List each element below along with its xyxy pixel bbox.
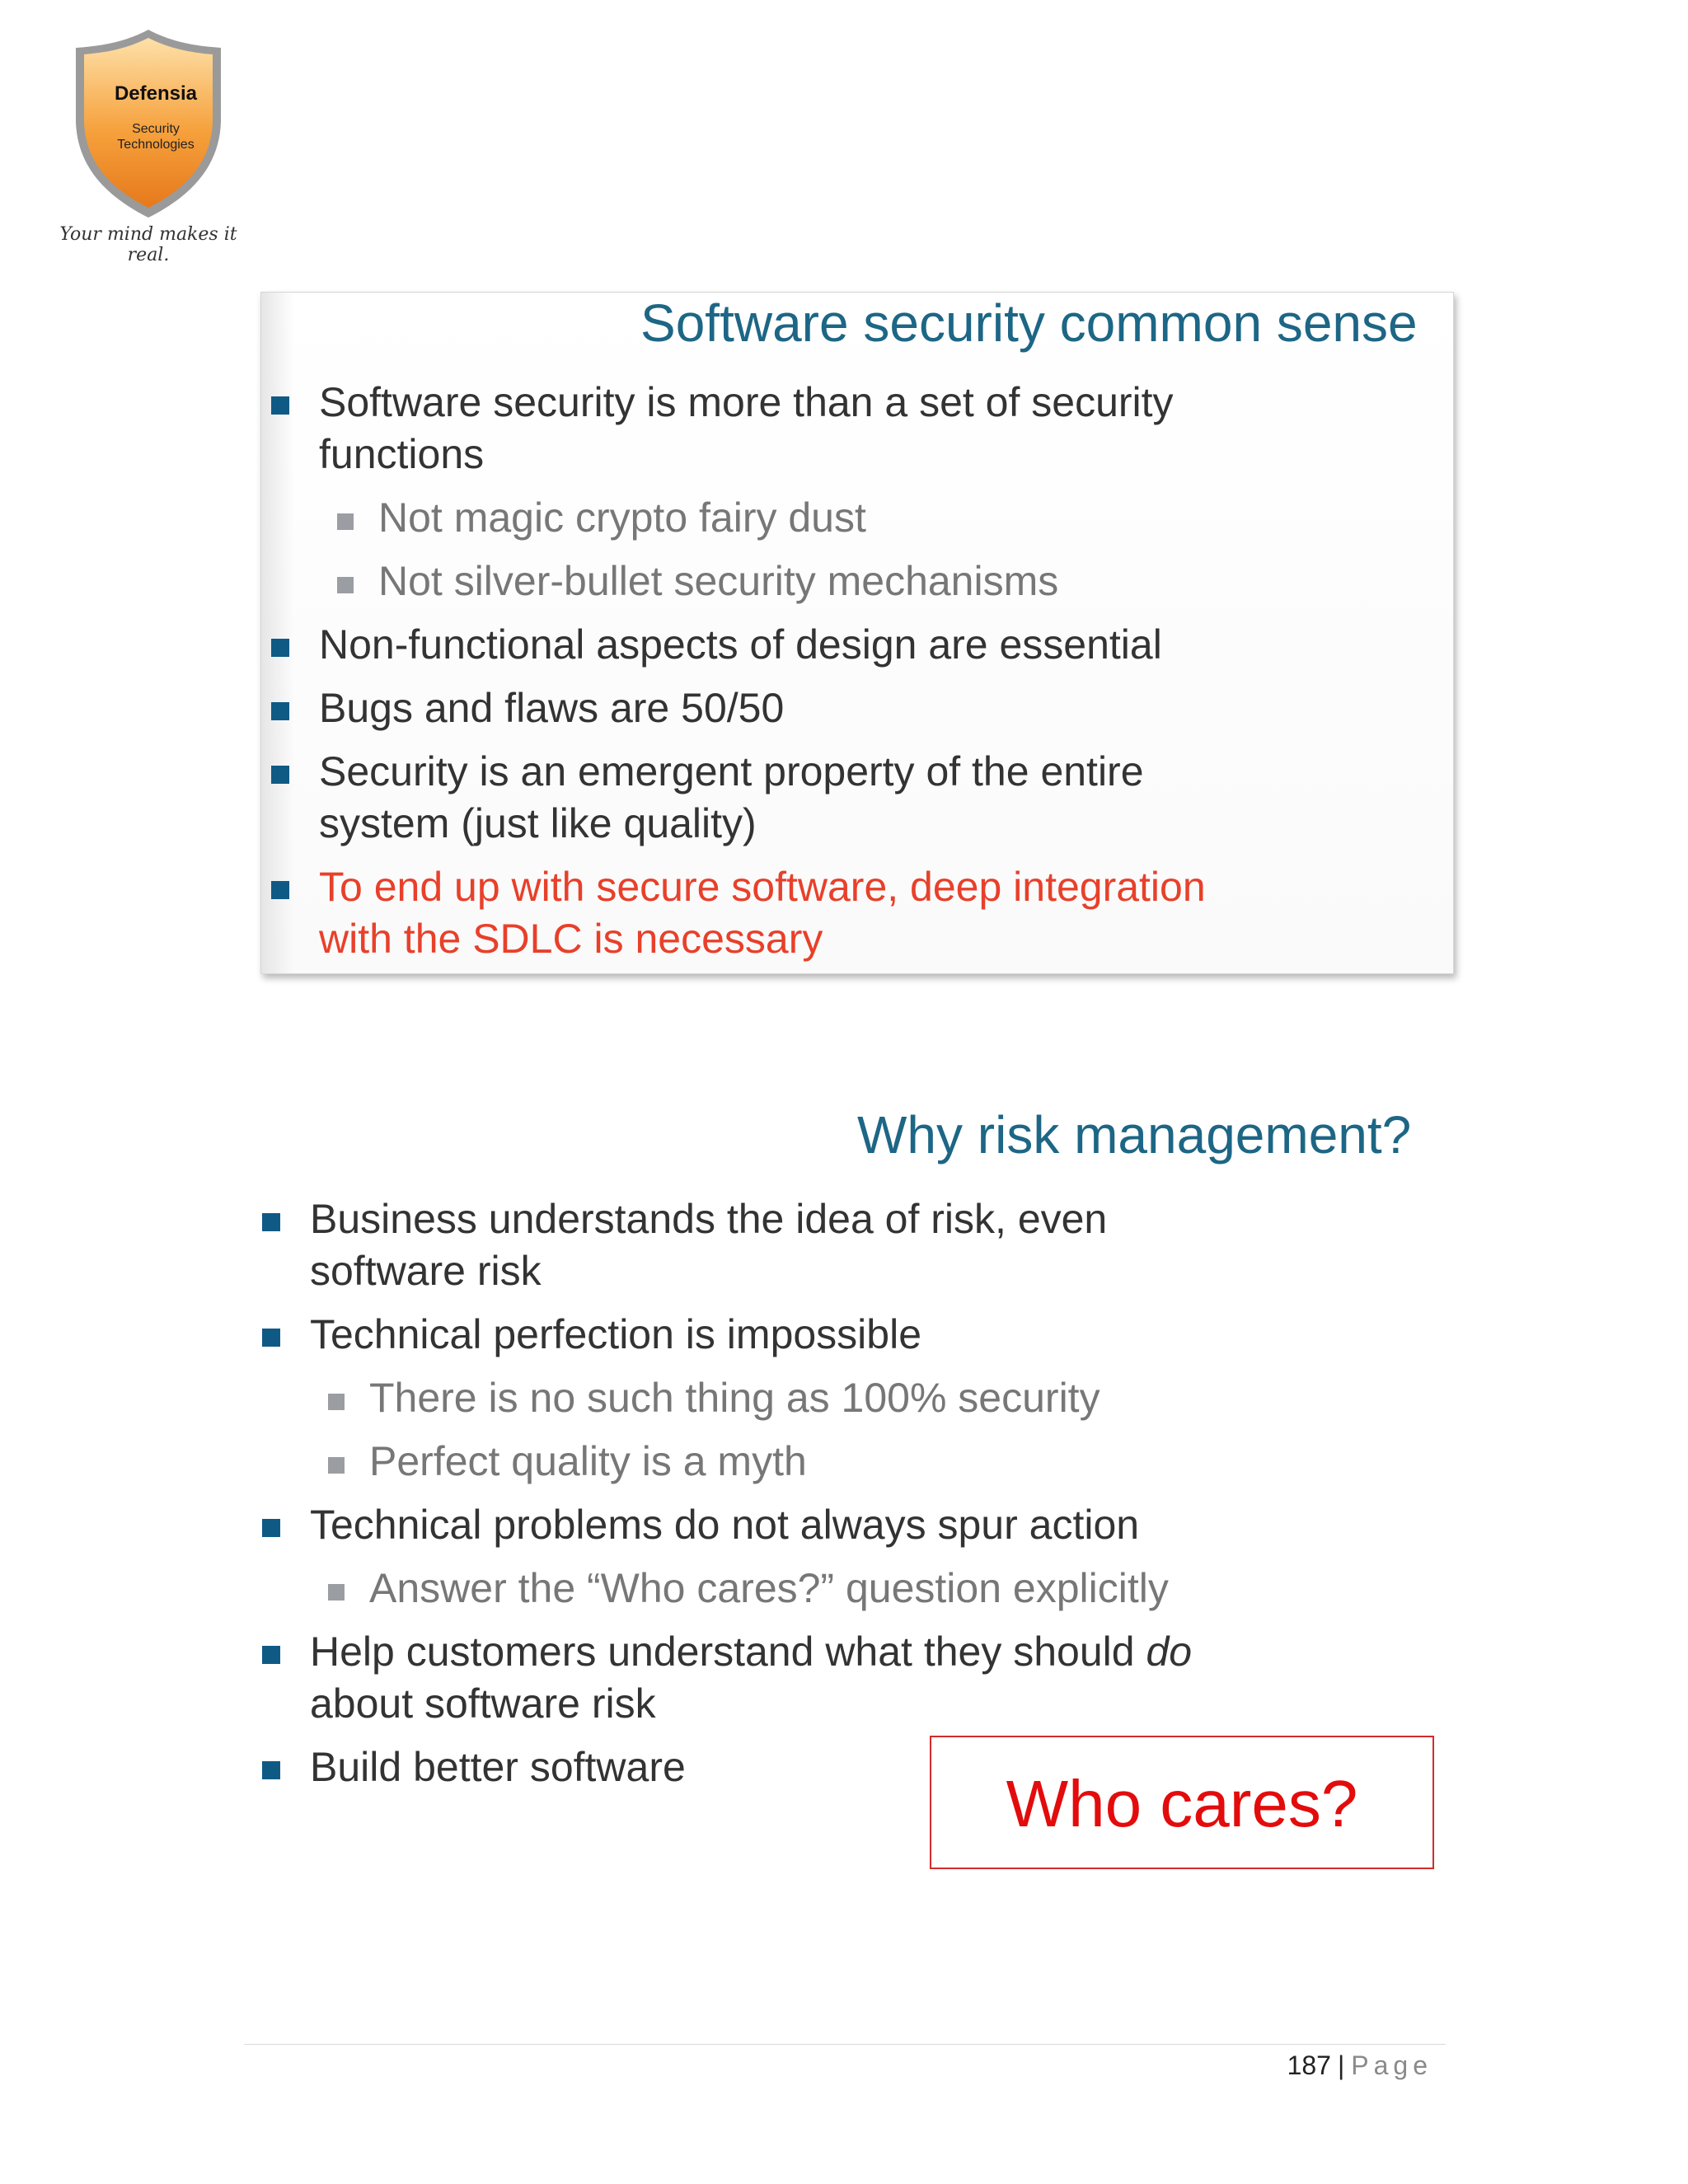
logo-tagline: Your mind makes it real.	[59, 224, 237, 265]
bullet-emphasis: do	[1146, 1629, 1193, 1675]
bullet-item: Bugs and flaws are 50/50	[270, 682, 1242, 734]
slide-software-security	[260, 292, 1454, 974]
bullet-item: Software security is more than a set of security functions	[270, 377, 1242, 480]
bullet-item: Technical perfection is impossible	[260, 1309, 1225, 1361]
page-footer	[1287, 2050, 1432, 2081]
logo-subtitle	[58, 121, 254, 152]
bullet-item: Security is an emergent property of the entire system (just like quality)	[270, 746, 1242, 850]
logo-subtitle-line1: Security	[132, 122, 180, 136]
who-cares-callout	[930, 1736, 1434, 1869]
callout-text: Who cares?	[1006, 1767, 1358, 1840]
footer-divider	[244, 2044, 1446, 2045]
bullet-text: Help customers understand what they should	[310, 1629, 1146, 1675]
bullet-item: Technical problems do not always spur action	[260, 1499, 1225, 1551]
bullet-list	[270, 377, 1242, 977]
slide-title: Software security common sense	[640, 293, 1418, 353]
sub-bullet-item: Perfect quality is a myth	[260, 1436, 1225, 1488]
sub-bullet-item: Answer the “Who cares?” question explicitly	[260, 1563, 1225, 1615]
page-label: Page	[1351, 2050, 1432, 2080]
logo-subtitle-line2: Technologies	[117, 138, 195, 152]
bullet-item-highlight: To end up with secure software, deep integration with the SDLC is necessary	[270, 861, 1242, 965]
sub-bullet-item: Not silver-bullet security mechanisms	[270, 555, 1242, 607]
slide-title-risk: Why risk management?	[857, 1105, 1412, 1165]
risk-bullet-list	[260, 1193, 1225, 1805]
bullet-item: Non-functional aspects of design are essential	[270, 619, 1242, 671]
bullet-item	[260, 1626, 1225, 1730]
sub-bullet-item: There is no such thing as 100% security	[260, 1372, 1225, 1424]
logo-name: Defensia	[114, 82, 198, 105]
page-number: 187	[1287, 2050, 1331, 2080]
footer-separator: |	[1337, 2050, 1345, 2080]
bullet-item: Business understands the idea of risk, even software risk	[260, 1193, 1225, 1297]
company-logo	[58, 25, 239, 255]
sub-bullet-item: Not magic crypto fairy dust	[270, 492, 1242, 544]
bullet-text: about software risk	[310, 1680, 656, 1727]
bullet-item: Build better software	[260, 1741, 1225, 1793]
